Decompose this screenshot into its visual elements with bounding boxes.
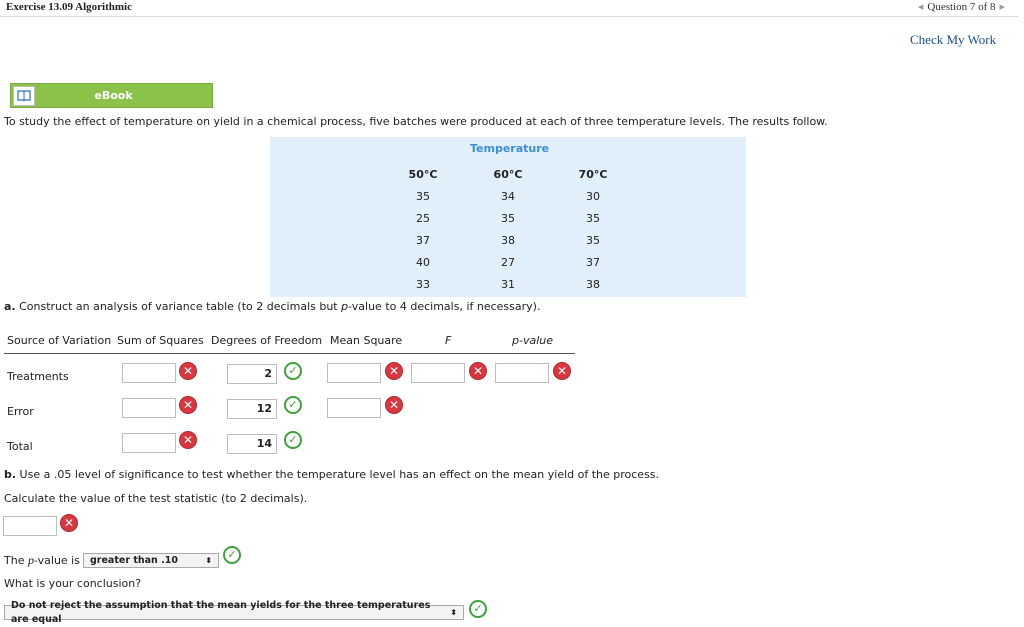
error-ss-input[interactable] <box>122 398 176 418</box>
test-statistic-input[interactable] <box>3 516 57 536</box>
treatments-df-input[interactable]: 2 <box>227 364 277 384</box>
table-cell: 38 <box>501 234 515 247</box>
header-ms: Mean Square <box>330 334 403 347</box>
correct-icon: ✓ <box>284 396 302 414</box>
exercise-title: Exercise 13.09 Algorithmic <box>6 1 132 13</box>
row-label-error: Error <box>7 405 34 418</box>
column-60c <box>478 164 538 296</box>
book-icon <box>13 86 35 106</box>
header-pvalue: p-value <box>512 334 553 347</box>
pvalue-text <box>4 553 80 568</box>
conclusion-select[interactable] <box>4 599 464 625</box>
table-cell: 34 <box>501 190 515 203</box>
header-f: F <box>445 334 452 347</box>
treatments-ms-input[interactable] <box>327 363 381 383</box>
temperature-title: Temperature <box>470 142 550 155</box>
table-cell: 31 <box>501 278 515 291</box>
correct-icon: ✓ <box>469 600 487 618</box>
conclusion-question: What is your conclusion? <box>4 577 142 590</box>
pvalue-p: p <box>27 553 34 567</box>
table-cell: 27 <box>501 256 515 269</box>
pvalue-select[interactable] <box>83 553 219 568</box>
question-nav[interactable] <box>918 1 1005 13</box>
header-source: Source of Variation <box>7 334 112 347</box>
part-b-instructions <box>4 468 659 481</box>
part-b-label: b. <box>4 468 17 481</box>
header-ss: Sum of Squares <box>117 334 204 347</box>
pvalue-prefix: The <box>4 554 28 567</box>
table-cell: 38 <box>586 278 600 291</box>
part-a-instructions <box>4 300 540 313</box>
column-50c <box>393 164 453 296</box>
header-df: Degrees of Freedom <box>211 334 323 347</box>
incorrect-icon: ✕ <box>179 431 197 449</box>
column-70c <box>563 164 623 296</box>
column-header: 60°C <box>493 168 523 181</box>
next-question-icon[interactable]: ▶ <box>999 3 1005 11</box>
table-cell: 33 <box>416 278 430 291</box>
correct-icon: ✓ <box>284 362 302 380</box>
part-a-text2: -value to 4 decimals, if necessary). <box>348 300 541 313</box>
intro-text: To study the effect of temperature on yield in a chemical process, five batches were produced at each of three temperature levels. The results follow. <box>4 115 828 128</box>
table-cell: 25 <box>416 212 430 225</box>
prev-question-icon[interactable]: ◀ <box>918 3 924 11</box>
row-label-total: Total <box>7 440 33 453</box>
select-arrow-icon: ⬍ <box>450 607 457 617</box>
total-ss-input[interactable] <box>122 433 176 453</box>
calc-instructions: Calculate the value of the test statistic (to 2 decimals). <box>4 492 308 505</box>
conclusion-select-value: Do not reject the assumption that the mean yields for the three temperatures are equal <box>11 599 431 625</box>
treatments-ss-input[interactable] <box>122 363 176 383</box>
part-a-text: Construct an analysis of variance table (to 2 decimals but <box>15 300 342 313</box>
table-cell: 37 <box>416 234 430 247</box>
part-a-italic: p <box>341 300 349 313</box>
part-a-label: a. <box>4 300 16 313</box>
ebook-label: eBook <box>94 89 133 102</box>
incorrect-icon: ✕ <box>385 362 403 380</box>
header-divider <box>0 16 1018 17</box>
error-df-input[interactable]: 12 <box>227 399 277 419</box>
column-header: 50°C <box>408 168 438 181</box>
part-b-text: Use a .05 level of significance to test whether the temperature level has an effect on the mean yield of the process. <box>16 468 660 481</box>
treatments-f-input[interactable] <box>411 363 465 383</box>
row-label-treatments: Treatments <box>7 370 69 383</box>
pvalue-select-value: greater than .10 <box>90 554 178 566</box>
incorrect-icon: ✕ <box>385 396 403 414</box>
incorrect-icon: ✕ <box>553 362 571 380</box>
incorrect-icon: ✕ <box>179 396 197 414</box>
table-cell: 35 <box>586 212 600 225</box>
table-cell: 40 <box>416 256 430 269</box>
incorrect-icon: ✕ <box>469 362 487 380</box>
anova-divider <box>4 353 575 354</box>
table-cell: 30 <box>586 190 600 203</box>
ebook-button[interactable] <box>10 83 213 108</box>
table-cell: 35 <box>416 190 430 203</box>
correct-icon: ✓ <box>223 546 241 564</box>
pvalue-suffix: -value is <box>33 554 80 567</box>
table-cell: 35 <box>501 212 515 225</box>
incorrect-icon: ✕ <box>179 362 197 380</box>
correct-icon: ✓ <box>284 431 302 449</box>
table-cell: 35 <box>586 234 600 247</box>
column-header: 70°C <box>578 168 608 181</box>
total-df-input[interactable]: 14 <box>227 434 277 454</box>
table-cell: 37 <box>586 256 600 269</box>
check-my-work-link[interactable]: Check My Work <box>910 32 997 47</box>
incorrect-icon: ✕ <box>60 514 78 532</box>
select-arrow-icon: ⬍ <box>205 555 212 565</box>
error-ms-input[interactable] <box>327 398 381 418</box>
treatments-pvalue-input[interactable] <box>495 363 549 383</box>
question-counter: Question 7 of 8 <box>927 1 996 13</box>
